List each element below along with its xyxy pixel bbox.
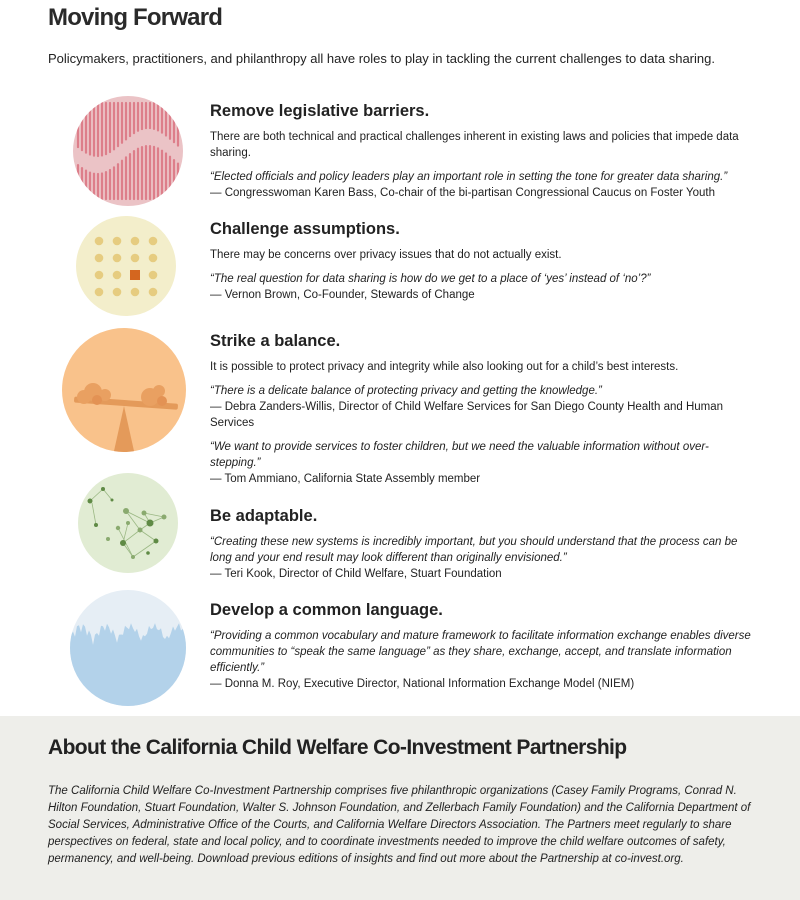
about-heading: About the California Child Welfare Co-Investment Partnership <box>48 736 627 759</box>
quote-text: “We want to provide services to foster children, but we need the valuable information without over-stepping.” <box>210 441 709 469</box>
section-heading: Strike a balance. <box>210 332 341 350</box>
section-body: There may be concerns over privacy issues that do not actually exist. <box>210 249 562 261</box>
about-panel <box>0 716 800 900</box>
section-heading: Develop a common language. <box>210 601 443 619</box>
section-be-adaptable <box>210 507 755 590</box>
page-title: Moving Forward <box>48 4 223 31</box>
section-heading: Be adaptable. <box>210 507 318 525</box>
dot-grid-icon <box>76 216 176 316</box>
quote <box>210 271 755 303</box>
quote-attribution: — Debra Zanders-Willis, Director of Child Welfare Services for San Diego County Health and Human Services <box>210 401 724 429</box>
intro-text: Policymakers, practitioners, and philanthropy all have roles to play in tackling the current challenges to data sharing. <box>48 51 715 66</box>
section-develop-a-common-language <box>210 601 755 700</box>
section-challenge-assumptions <box>210 220 755 311</box>
sound-wave-icon <box>69 589 187 707</box>
about-body: The California Child Welfare Co-Investment Partnership comprises five philanthropic organizations (Casey Family Programs, Conrad N. Hilton Foundation, Stuart Foundation, Walter S. Johnson Foundation, and Zellerbach Family Foundation) and the California Department of Social Services, Administrative Office of the Courts, and California Welfare Directors Association. The Partners meet regularly to share perspectives on federal, state and local policy, and to coordinate investments needed to improve the child welfare outcomes of safety, permanency, and well-being. Download previous editions of insights and find out more about the Partnership at co-invest.org. <box>48 785 751 865</box>
quote <box>210 439 755 487</box>
quote-text: “There is a delicate balance of protecting privacy and getting the knowledge.” <box>210 385 602 397</box>
quote-attribution: — Vernon Brown, Co-Founder, Stewards of Change <box>210 289 475 301</box>
section-remove-legislative-barriers <box>210 102 755 209</box>
quote-text: “Elected officials and policy leaders play an important role in setting the tone for greater data sharing.” <box>210 171 728 183</box>
wave-lines-icon <box>72 95 184 207</box>
section-strike-a-balance <box>210 332 755 495</box>
quote <box>210 383 755 431</box>
section-heading: Challenge assumptions. <box>210 220 400 238</box>
quote <box>210 628 755 692</box>
quote <box>210 534 755 582</box>
section-body: It is possible to protect privacy and integrity while also looking out for a child’s best interests. <box>210 361 679 373</box>
quote-attribution: — Congresswoman Karen Bass, Co-chair of the bi-partisan Congressional Caucus on Foster Youth <box>210 187 715 199</box>
quote-text: “The real question for data sharing is how do we get to a place of ‘yes’ instead of ‘no’?” <box>210 273 651 285</box>
quote-text: “Creating these new systems is incredibly important, but you should understand that the process can be long and your end result may look different than originally envisioned.” <box>210 536 738 564</box>
quote-attribution: — Donna M. Roy, Executive Director, National Information Exchange Model (NIEM) <box>210 678 635 690</box>
network-nodes-icon <box>78 473 178 573</box>
section-heading: Remove legislative barriers. <box>210 102 430 120</box>
quote <box>210 169 755 201</box>
section-body: There are both technical and practical challenges inherent in existing laws and policies that impede data sharing. <box>210 131 739 159</box>
balance-scale-icon <box>62 328 186 452</box>
quote-attribution: — Tom Ammiano, California State Assembly member <box>210 473 481 485</box>
quote-attribution: — Teri Kook, Director of Child Welfare, Stuart Foundation <box>210 568 502 580</box>
quote-text: “Providing a common vocabulary and mature framework to facilitate information exchange enables diverse communities to “speak the same language” as they share, exchange, accept, and translate information efficiently.” <box>210 630 751 674</box>
